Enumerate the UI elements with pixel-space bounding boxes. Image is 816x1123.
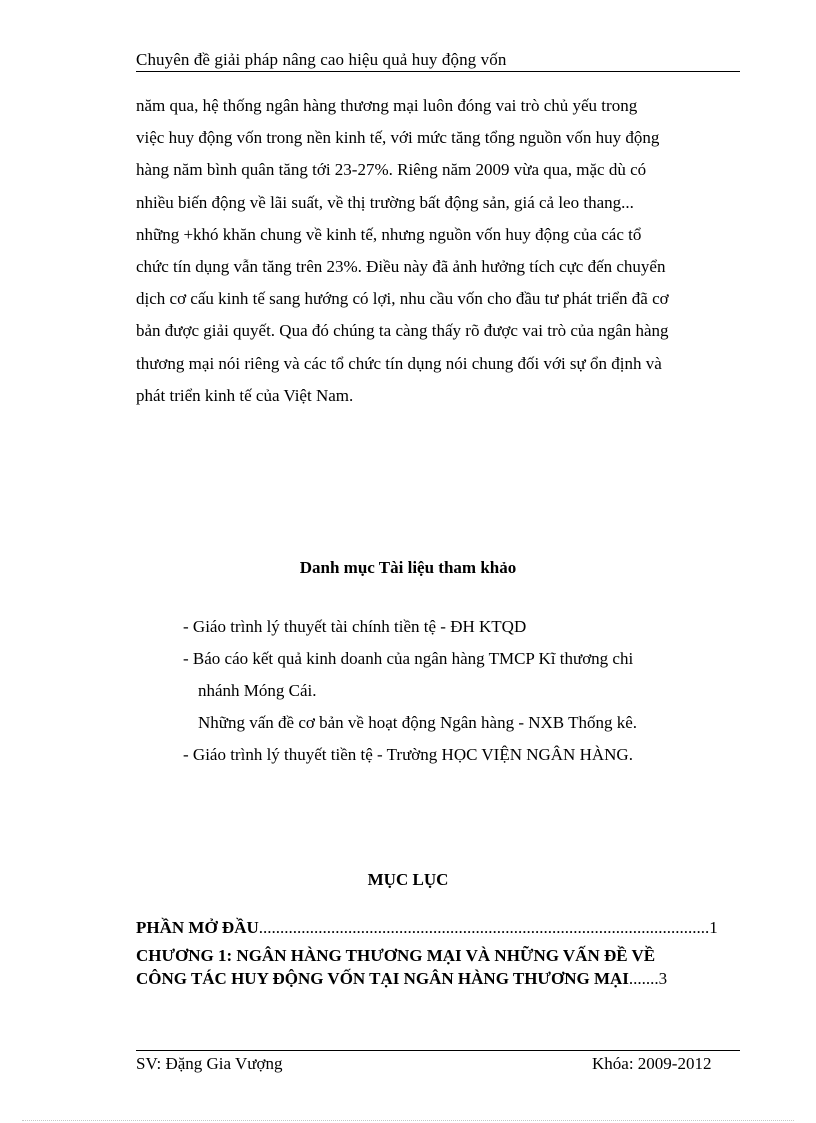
toc-page-number: 3: [658, 969, 668, 988]
body-line: năm qua, hệ thống ngân hàng thương mại luôn đóng vai trò chủ yếu trong: [136, 96, 638, 115]
toc-leader-dots: .......: [628, 969, 659, 988]
footer-student: SV: Đặng Gia Vượng: [136, 1054, 283, 1073]
reference-item: - Giáo trình lý thuyết tài chính tiền tệ - ĐH KTQD: [183, 617, 527, 636]
reference-item: - Báo cáo kết quả kinh doanh của ngân hàng TMCP Kĩ thương chi: [183, 649, 634, 668]
body-line: chức tín dụng vẫn tăng trên 23%. Điều này đã ảnh hưởng tích cực đến chuyển: [136, 257, 666, 277]
reference-item: Những vấn đề cơ bản về hoạt động Ngân hàng - NXB Thống kê.: [198, 713, 638, 732]
toc-title: MỤC LỤC: [367, 870, 449, 889]
toc-entry-label: CÔNG TÁC HUY ĐỘNG VỐN TẠI NGÂN HÀNG THƯƠNG MẠI: [136, 969, 629, 988]
body-line: dịch cơ cấu kinh tế sang hướng có lợi, nhu cầu vốn cho đầu tư phát triển đã cơ: [136, 289, 669, 309]
footer-rule: [136, 1050, 740, 1051]
toc-entry-intro: [136, 918, 738, 938]
reference-item: - Giáo trình lý thuyết tiền tệ - Trường HỌC VIỆN NGÂN HÀNG.: [183, 745, 633, 764]
footer-course: Khóa: 2009-2012: [592, 1054, 712, 1073]
body-line: thương mại nói riêng và các tổ chức tín dụng nói chung đối với sự ổn định và: [136, 353, 662, 373]
reference-item-continuation: nhánh Móng Cái.: [198, 681, 317, 700]
header-title: Chuyên đề giải pháp nâng cao hiệu quả huy động vốn: [136, 50, 507, 69]
toc-entry-chapter-1-line-2: [136, 969, 738, 989]
toc-entry-chapter-1-line-1: CHƯƠNG 1: NGÂN HÀNG THƯƠNG MẠI VÀ NHỮNG VẤN ĐỀ VỀ: [136, 946, 656, 965]
body-line: việc huy động vốn trong nền kinh tế, với mức tăng tổng nguồn vốn huy động: [136, 128, 660, 148]
toc-leader-dots: ..........................................................................................................: [258, 918, 710, 937]
references-title: Danh mục Tài liệu tham khảo: [299, 558, 517, 577]
body-paragraph: [136, 90, 742, 412]
body-line: nhiều biến động về lãi suất, về thị trường bất động sản, giá cả leo thang...: [136, 192, 634, 212]
body-line: những +khó khăn chung về kinh tế, nhưng nguồn vốn huy động của các tổ: [136, 224, 642, 244]
body-line: phát triển kinh tế của Việt Nam.: [136, 385, 354, 405]
body-line: hàng năm bình quân tăng tới 23-27%. Riêng năm 2009 vừa qua, mặc dù có: [136, 160, 647, 180]
header-rule: [136, 71, 740, 72]
body-line: bản được giải quyết. Qua đó chúng ta càng thấy rõ được vai trò của ngân hàng: [136, 321, 669, 341]
toc-entry-label: PHẦN MỞ ĐẦU: [136, 918, 259, 937]
toc-page-number: 1: [709, 918, 718, 937]
page-bottom-edge: [22, 1120, 794, 1121]
